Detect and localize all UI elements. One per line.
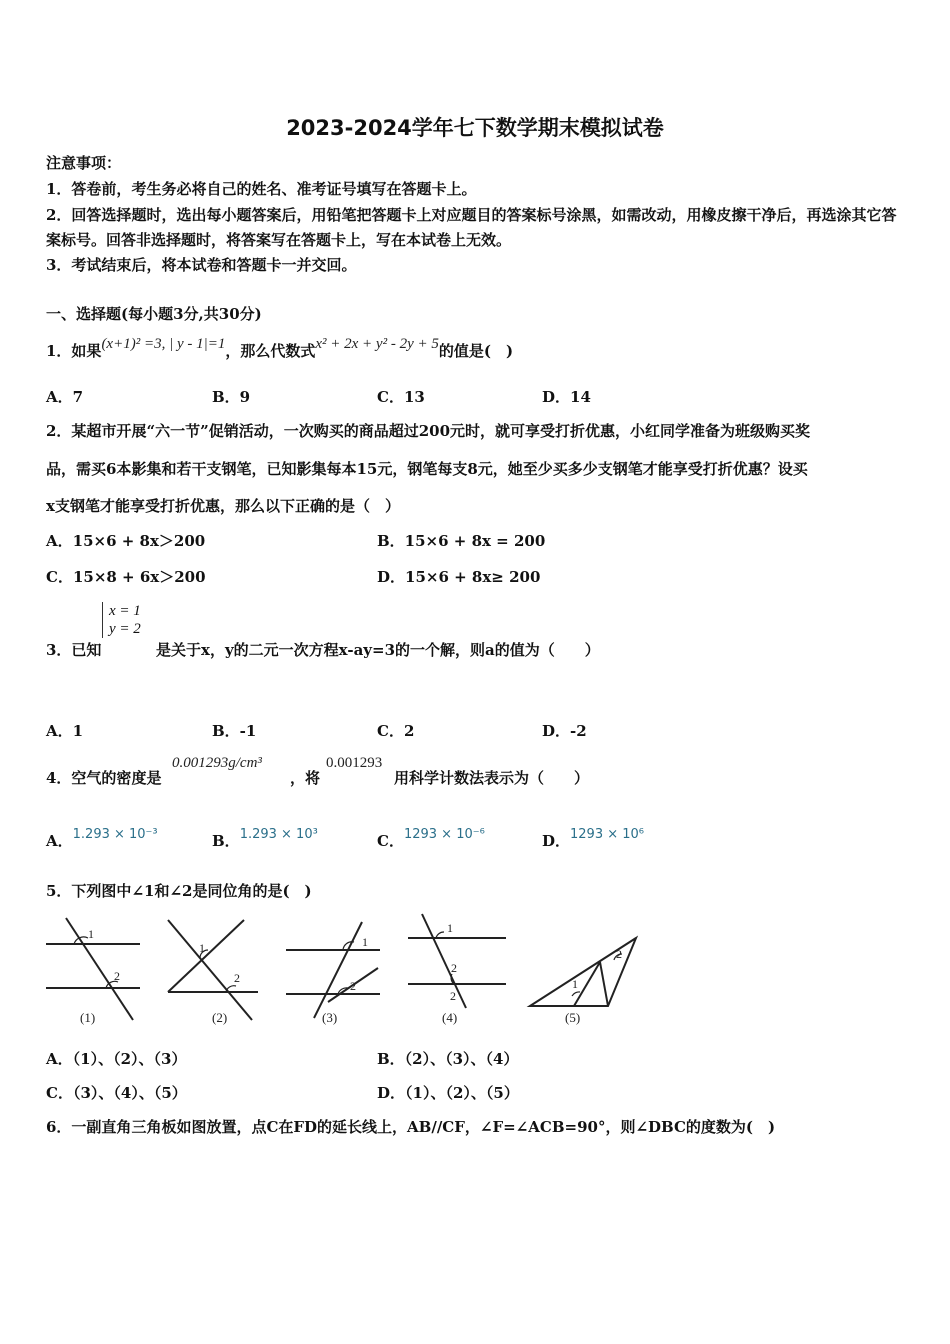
q5-option-a[interactable]: A．（1）、（2）、（3） (46, 1050, 187, 1068)
fig5-angle-2: 2 (616, 947, 622, 961)
q5-option-d[interactable]: D．（1）、（2）、（5） (377, 1084, 519, 1102)
q4-density-value: 0.001293g/cm³ (172, 755, 262, 771)
q4-option-b-value: 1.293 × 10³ (239, 827, 318, 842)
q3-equation-system (102, 602, 141, 638)
q2-line-2: 品，需买6本影集和若干支钢笔，已知影集每本15元，钢笔每支8元，她至少买多少支钢笔才能享受打折优惠？设买 (46, 460, 808, 478)
q1-option-d[interactable]: D．14 (542, 388, 591, 406)
q3-text: 是关于x，y的二元一次方程x-ay=3的一个解，则a的值为（ ） (156, 641, 600, 659)
q4-prefix: 4．空气的密度是 (46, 769, 162, 787)
fig2-angle-2: 2 (234, 971, 240, 985)
notice-item-2: 2．回答选择题时，选出每小题答案后，用铅笔把答题卡上对应题目的答案标号涂黑，如需改动，用橡皮擦干净后，再选涂其它答案标号。回答非选择题时，将答案写在答题卡上，写在本试卷上无效。 (46, 206, 897, 249)
page-title: 2023-2024学年七下数学期末模拟试卷 (286, 116, 664, 140)
notice-item-3: 3．考试结束后，将本试卷和答题卡一并交回。 (46, 256, 357, 274)
q2-option-d[interactable]: D．15×6 + 8x≥ 200 (377, 568, 541, 586)
q5-figure-2 (168, 920, 258, 1020)
fig4-angle-mark: 2 (451, 961, 457, 975)
q2-line-3: x支钢笔才能享受打折优惠，那么以下正确的是（ ） (46, 497, 400, 515)
fig2-caption: (2) (212, 1010, 228, 1025)
fig1-angle-1: 1 (88, 927, 94, 941)
q1-mid: ，那么代数式 (225, 342, 316, 360)
fig4-angle-1: 1 (447, 921, 453, 935)
fig1-caption: (1) (80, 1010, 96, 1025)
q1-condition: (x+1)² =3, | y - 1|=1 (101, 336, 226, 352)
q2-option-c[interactable]: C．15×8 + 6x＞200 (46, 568, 206, 586)
q3-option-b[interactable]: B．-1 (212, 722, 257, 740)
question-5: 5．下列图中∠1和∠2是同位角的是( ) (46, 882, 312, 900)
q4-option-c[interactable]: C．1293 × 10⁻⁶ (377, 827, 485, 850)
fig4-caption: (4) (442, 1010, 458, 1025)
q5-figures (40, 908, 650, 1030)
q3-prefix: 3．已知 (46, 641, 102, 659)
fig3-caption: (3) (322, 1010, 338, 1025)
fig5-caption: (5) (565, 1010, 581, 1025)
fig3-angle-2: 2 (350, 979, 356, 993)
q4-suffix: 用科学计数法表示为（ ） (394, 769, 590, 787)
fig3-angle-1: 1 (362, 935, 368, 949)
fig5-angle-1: 1 (572, 977, 578, 991)
q3-option-a[interactable]: A．1 (46, 722, 84, 740)
q4-option-d[interactable]: D．1293 × 10⁶ (542, 827, 645, 850)
q3-option-c[interactable]: C．2 (377, 722, 415, 740)
q4-value: 0.001293 (326, 755, 383, 771)
q5-figure-4 (408, 914, 506, 1008)
fig4-angle-2: 2 (450, 989, 456, 1003)
q3-option-d[interactable]: D．-2 (542, 722, 587, 740)
q2-option-a[interactable]: A．15×6 + 8x＞200 (46, 532, 206, 550)
q4-option-b[interactable]: B．1.293 × 10³ (212, 827, 318, 850)
question-6: 6．一副直角三角板如图放置，点C在FD的延长线上，AB//CF，∠F=∠ACB=90°，则∠DBC的度数为( ) (46, 1118, 776, 1136)
q4-option-c-value: 1293 × 10⁻⁶ (403, 827, 485, 842)
q1-option-a[interactable]: A．7 (46, 388, 84, 406)
q2-line-1: 2．某超市开展“六一节”促销活动，一次购买的商品超过200元时，就可享受打折优惠，小红同学准备为班级购买奖 (46, 422, 811, 440)
q1-expression: x² + 2x + y² - 2y + 5 (315, 336, 439, 352)
q3-eq-y: y = 2 (109, 621, 141, 637)
notice-item-1: 1．答卷前，考生务必将自己的姓名、准考证号填写在答题卡上。 (46, 180, 477, 198)
q1-prefix: 1．如果 (46, 342, 102, 360)
q5-option-c[interactable]: C．（3）、（4）、（5） (46, 1084, 187, 1102)
q4-option-a-value: 1.293 × 10⁻³ (72, 827, 158, 842)
notice-heading: 注意事项： (46, 154, 122, 172)
q4-option-a[interactable]: A．1.293 × 10⁻³ (46, 827, 158, 850)
q1-suffix: 的值是( ) (438, 342, 514, 360)
fig2-angle-1: 1 (199, 941, 205, 955)
q3-eq-x: x = 1 (109, 603, 141, 619)
q5-option-b[interactable]: B．（2）、（3）、（4） (377, 1050, 519, 1068)
q1-option-c[interactable]: C．13 (377, 388, 425, 406)
q2-option-b[interactable]: B．15×6 + 8x = 200 (377, 532, 546, 550)
q4-mid: ，将 (290, 769, 321, 787)
section-heading: 一、选择题(每小题3分,共30分) (46, 305, 262, 323)
q4-option-d-value: 1293 × 10⁶ (570, 827, 645, 842)
question-1 (46, 336, 514, 361)
fig1-angle-2: 2 (114, 969, 120, 983)
q1-option-b[interactable]: B．9 (212, 388, 251, 406)
